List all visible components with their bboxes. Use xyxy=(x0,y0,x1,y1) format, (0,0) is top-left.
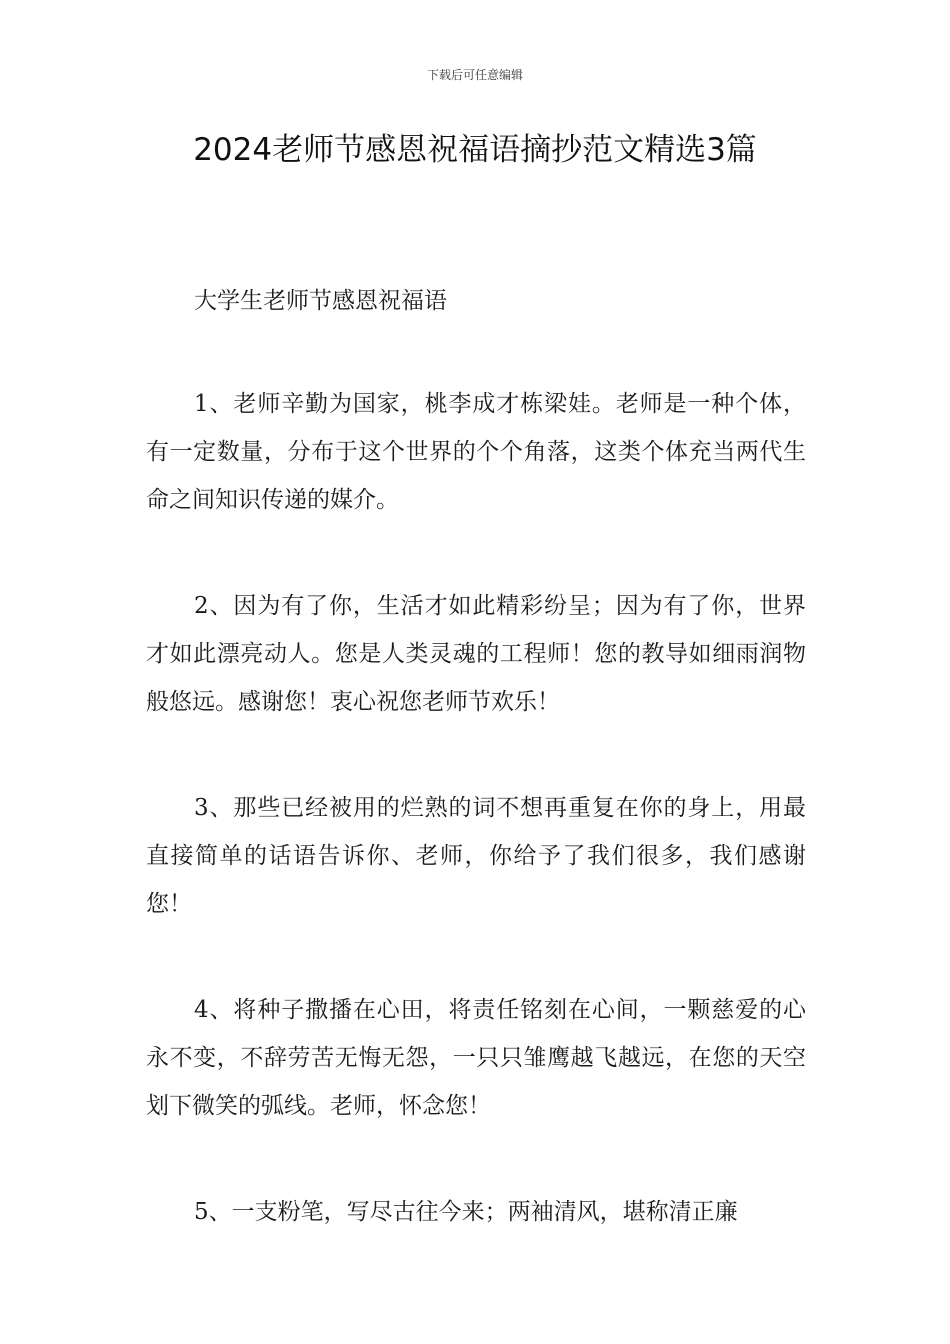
paragraph-4: 4、将种子撒播在心田，将责任铭刻在心间，一颗慈爱的心永不变，不辞劳苦无悔无怨，一只只雏鹰越飞越远，在您的天空划下微笑的弧线。老师，怀念您！ xyxy=(146,997,806,1119)
paragraph-5: 5、一支粉笔，写尽古往今来；两袖清风，堪称清正廉 xyxy=(194,1199,738,1225)
paragraph-2: 2、因为有了你，生活才如此精彩纷呈；因为有了你，世界才如此漂亮动人。您是人类灵魂的工程师！您的教导如细雨润物般悠远。感谢您！衷心祝您老师节欢乐！ xyxy=(146,593,806,715)
paragraph-3: 3、那些已经被用的烂熟的词不想再重复在你的身上，用最直接简单的话语告诉你、老师，你给予了我们很多，我们感谢您！ xyxy=(146,795,806,917)
paragraph-1: 1、老师辛勤为国家，桃李成才栋梁娃。老师是一种个体，有一定数量，分布于这个世界的个个角落，这类个体充当两代生命之间知识传递的媒介。 xyxy=(146,391,806,513)
document-body xyxy=(146,282,806,1236)
document-title: 2024老师节感恩祝福语摘抄范文精选3篇 xyxy=(193,132,757,168)
section-heading: 大学生老师节感恩祝福语 xyxy=(194,288,447,314)
header-note: 下载后可任意编辑 xyxy=(426,68,523,82)
